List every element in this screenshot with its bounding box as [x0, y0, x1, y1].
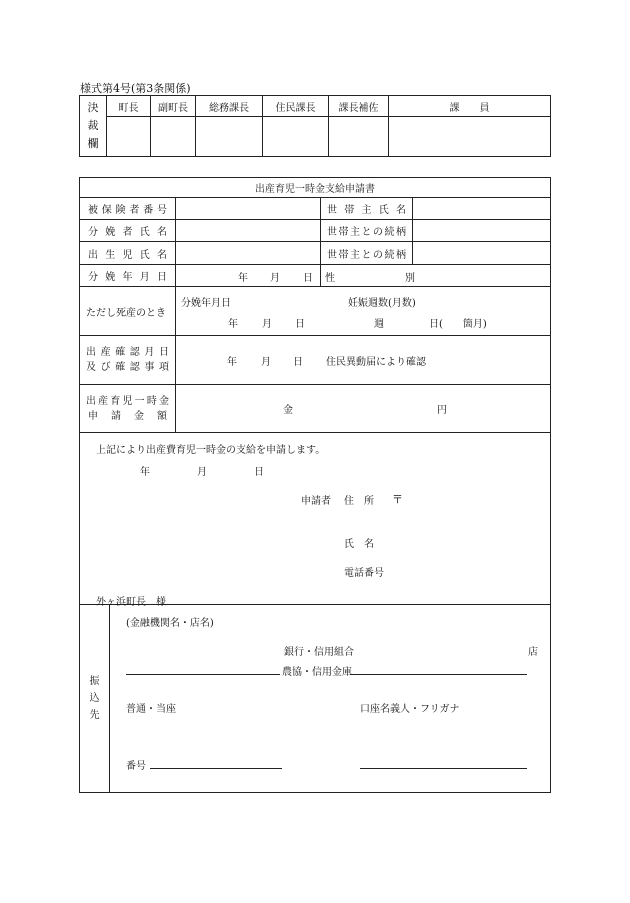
stamp-cell[interactable] — [389, 117, 551, 157]
confirm-label-line2: 及び確認事項 — [86, 362, 169, 373]
deceased-day: 日 — [295, 319, 305, 330]
bank-section — [110, 605, 551, 793]
branch-suffix: 店 — [528, 647, 538, 658]
stamp-cell[interactable] — [196, 117, 263, 157]
declaration-text: 上記により出産費育児一時金の支給を申請します。 — [96, 445, 326, 456]
account-number-label: 番号 — [126, 761, 146, 772]
bank-side-label: 振 込 先 — [80, 605, 110, 793]
weeks-unit: 週 — [374, 319, 384, 330]
application-form — [79, 177, 551, 793]
mother-name-field[interactable] — [176, 220, 321, 242]
month-label: 月 — [270, 273, 280, 284]
amount-label-line1: 出産育児一時金 — [86, 395, 169, 407]
child-relation-label: 世帯主との続柄 — [327, 249, 406, 261]
deceased-year: 年 — [228, 319, 238, 330]
days-months-unit: 日( 箇月) — [429, 319, 487, 330]
amount-suffix: 円 — [437, 405, 447, 416]
householder-name-field[interactable] — [413, 198, 551, 220]
sex-label: 性 — [325, 273, 335, 284]
year-label: 年 — [238, 273, 248, 284]
institution-label: (金融機関名・店名) — [126, 618, 214, 629]
form-title: 出産育児一時金支給申請書 — [80, 178, 551, 198]
approval-table — [79, 95, 551, 157]
confirm-day: 日 — [293, 357, 303, 368]
stamp-cell[interactable] — [329, 117, 389, 157]
account-holder-line[interactable] — [360, 768, 527, 769]
pregnancy-weeks-label: 妊娠週数(月数) — [348, 298, 416, 309]
confirm-year: 年 — [227, 357, 237, 368]
birth-date-field[interactable] — [176, 265, 321, 287]
child-relation-field[interactable] — [413, 242, 551, 265]
declaration-day: 日 — [254, 467, 264, 478]
confirm-text: 住民異動届により確認 — [326, 357, 426, 368]
declaration-year: 年 — [140, 467, 150, 478]
declaration-month: 月 — [197, 467, 207, 478]
mother-name-label: 分娩者氏名 — [88, 227, 167, 238]
applicant-label: 申請者 — [301, 496, 331, 507]
approval-header-general-affairs: 総務課長 — [196, 96, 263, 117]
stamp-cell[interactable] — [151, 117, 196, 157]
householder-name-label: 世帯主氏名 — [327, 205, 406, 216]
name-label: 氏 名 — [344, 539, 374, 550]
insured-number-field[interactable] — [176, 198, 321, 220]
approval-header-mayor: 町長 — [107, 96, 151, 117]
address-label: 住 所 — [344, 496, 374, 507]
confirm-label-line1: 出産確認月日 — [86, 347, 169, 358]
approval-side-label: 決 裁 欄 — [80, 96, 107, 157]
bank-type-2: 農協・信用金庫 — [282, 667, 352, 678]
stamp-cell[interactable] — [107, 117, 151, 157]
branch-name-line[interactable] — [350, 674, 527, 675]
amount-prefix: 金 — [283, 405, 293, 416]
deceased-birth-date-label: 分娩年月日 — [181, 298, 231, 309]
child-name-label: 出生児氏名 — [88, 249, 167, 261]
stamp-cell[interactable] — [263, 117, 329, 157]
addressee: 外ヶ浜町長 様 — [96, 597, 166, 608]
approval-header-assistant: 課長補佐 — [329, 96, 389, 117]
approval-header-deputy: 副町長 — [151, 96, 196, 117]
form-label: 様式第4号(第3条関係) — [80, 82, 191, 95]
postal-mark: 〒 — [392, 493, 403, 506]
day-label: 日 — [303, 273, 313, 284]
sex-field[interactable] — [321, 265, 551, 287]
approval-header-residents: 住民課長 — [263, 96, 329, 117]
declaration-section — [80, 433, 551, 608]
mother-relation-label: 世帯主との続柄 — [327, 227, 406, 238]
insured-number-label: 被保険者番号 — [88, 205, 167, 216]
confirm-field[interactable] — [176, 336, 551, 385]
mother-relation-field[interactable] — [413, 220, 551, 242]
bank-name-line[interactable] — [126, 674, 280, 675]
deceased-field[interactable] — [176, 287, 551, 336]
birth-date-label: 分娩年月日 — [88, 272, 167, 283]
account-type: 普通・当座 — [126, 704, 176, 715]
amount-field[interactable] — [176, 385, 551, 433]
account-number-line[interactable] — [150, 768, 282, 769]
deceased-label: ただし死産のとき — [80, 287, 176, 336]
account-holder-label: 口座名義人・フリガナ — [360, 704, 460, 715]
approval-header-staff: 課 員 — [389, 96, 551, 117]
amount-label-line2: 申請金額 — [88, 410, 167, 422]
bank-type-1: 銀行・信用組合 — [284, 647, 354, 658]
sex-suffix: 別 — [405, 273, 415, 284]
confirm-month: 月 — [261, 357, 271, 368]
deceased-month: 月 — [262, 319, 272, 330]
phone-label: 電話番号 — [344, 568, 384, 579]
child-name-field[interactable] — [176, 242, 321, 265]
